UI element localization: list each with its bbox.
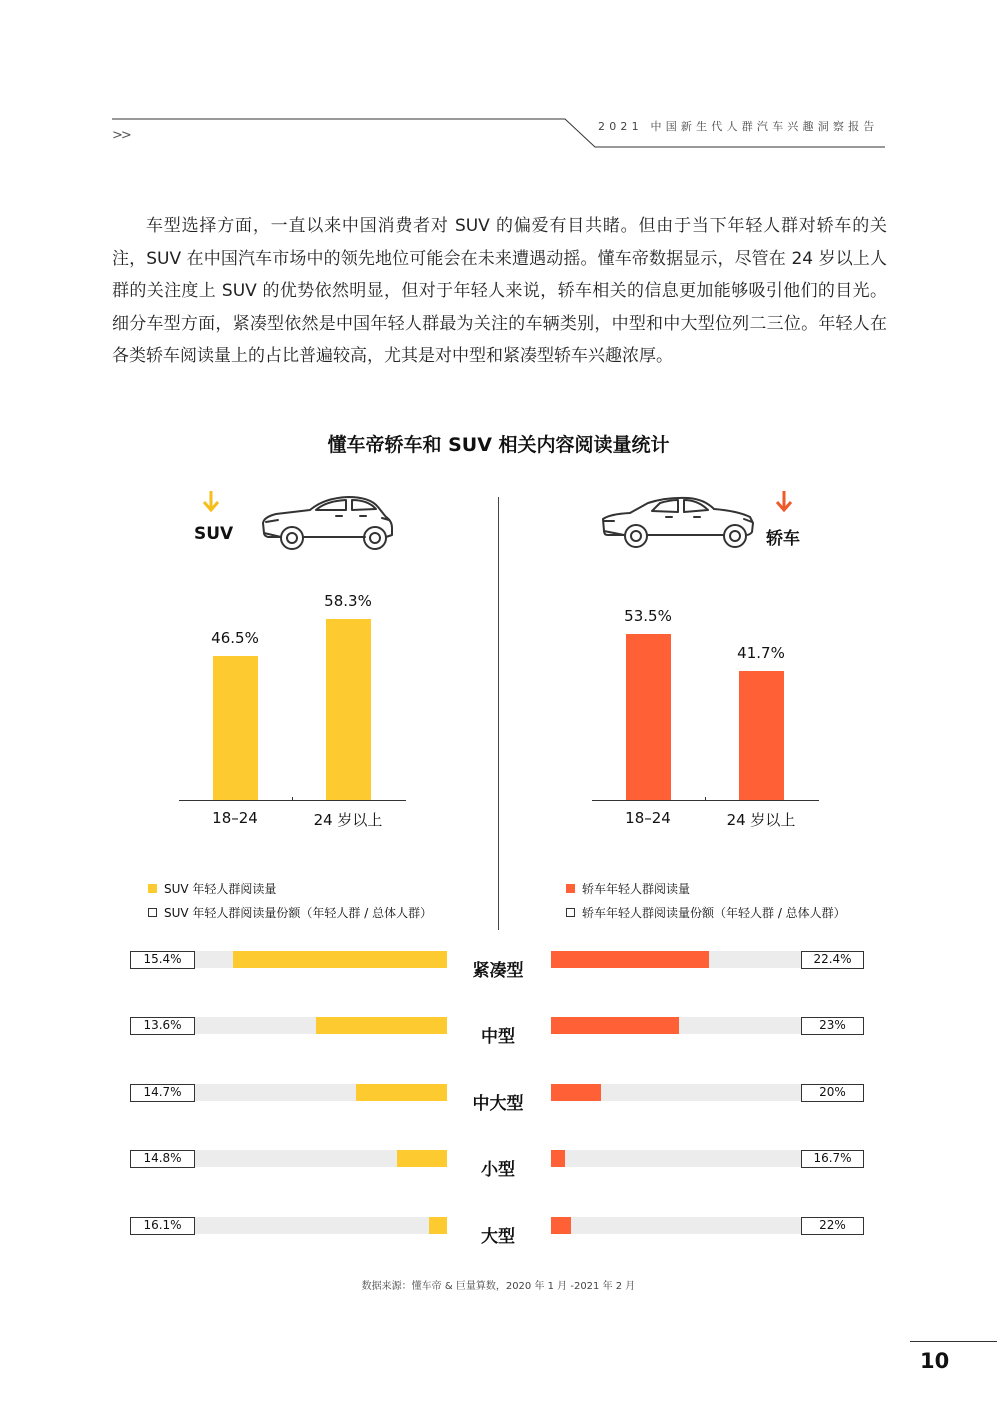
legend-suv-reads [148,880,276,897]
legend-label: SUV 年轻人群阅读量份额（年轻人群 / 总体人群） [164,906,433,920]
sedan-category-label: 18–24 [625,809,671,827]
sedan-reads-bar [551,951,709,968]
suv-reads-bar [356,1084,447,1101]
sedan-share-label: 16.7% [801,1150,864,1168]
sedan-bar-track [551,1217,801,1234]
suv-bar-track [195,1217,447,1234]
sedan-share-label: 20% [801,1084,864,1102]
suv-label: SUV [194,524,234,544]
suv-bar-track [195,1150,447,1167]
sedan-bar-track [551,951,801,968]
sedan-category-label: 24 岁以上 [726,811,796,829]
body-paragraph: 车型选择方面，一直以来中国消费者对 SUV 的偏爱有目共睹。但由于当下年轻人群对轿车的关注，SUV 在中国汽车市场中的领先地位可能会在未来遭遇动摇。懂车帝数据显示，尽管在 24 岁以上人群的关注度上 SUV 的优势依然明显，但对于年轻人来说，轿车相关的信息更加能够吸引他们的目光。细分车型方面，紧凑型依然是中国年轻人群最为关注的车辆类别，中型和中大型位列二三位。年轻人在各类轿车阅读量上的占比普遍较高，尤其是对中型和紧凑型轿车兴趣浓厚。 [112,216,887,366]
report-title: 2021 中国新生代人群汽车兴趣洞察报告 [598,120,879,133]
suv-car-icon [258,495,400,553]
sedan-share-label: 22.4% [801,951,864,969]
sedan-reads-bar [551,1017,679,1034]
suv-value-label: 58.3% [324,592,372,610]
legend-label: 轿车年轻人群阅读量 [582,882,691,896]
sedan-reads-bar [551,1150,565,1167]
page-number-rule [910,1341,997,1342]
suv-reads-bar [397,1150,447,1167]
segment-label: 紧凑型 [472,961,524,981]
sedan-reads-bar [551,1217,571,1234]
suv-bar-track [195,951,447,968]
segment-label: 中型 [481,1027,515,1047]
sedan-car-icon [600,495,760,553]
legend-sedan-reads [566,880,690,897]
sedan-value-label: 41.7% [737,644,785,662]
data-source: 数据来源：懂车帝 & 巨量算数，2020 年 1 月 -2021 年 2 月 [361,1281,636,1292]
header-rule [0,0,997,160]
legend-swatch [566,884,575,893]
sedan-share-label: 22% [801,1217,864,1235]
legend-suv-share [148,904,432,921]
suv-share-label: 15.4% [130,951,195,969]
suv-share-label: 14.8% [130,1150,195,1168]
segment-label: 小型 [481,1160,515,1180]
sedan-bar-track [551,1017,801,1034]
suv-share-label: 16.1% [130,1217,195,1235]
arrow-down-icon [201,490,221,514]
legend-swatch [148,884,157,893]
suv-bar-track [195,1084,447,1101]
suv-share-label: 13.6% [130,1017,195,1035]
chart-title: 懂车帝轿车和 SUV 相关内容阅读量统计 [327,434,670,456]
sedan-value-label: 53.5% [624,607,672,625]
sedan-bar-track [551,1150,801,1167]
legend-label: SUV 年轻人群阅读量 [164,882,277,896]
sedan-bar-18-24 [626,634,671,800]
arrow-down-icon [774,490,794,514]
chevron-icon: >> [112,128,130,143]
sedan-reads-bar [551,1084,601,1101]
suv-bar-24-plus [326,619,371,800]
suv-bar-18-24 [213,656,258,800]
legend-label: 轿车年轻人群阅读量份额（年轻人群 / 总体人群） [582,906,846,920]
center-divider [498,497,499,930]
segment-label: 中大型 [472,1094,524,1114]
suv-reads-bar [233,951,447,968]
sedan-label: 轿车 [766,529,800,549]
legend-sedan-share [566,904,846,921]
suv-bar-track [195,1017,447,1034]
sedan-axis-tick [705,797,706,801]
suv-reads-bar [316,1017,447,1034]
sedan-bar-track [551,1084,801,1101]
suv-value-label: 46.5% [211,629,259,647]
suv-category-label: 24 岁以上 [313,811,383,829]
suv-axis-tick [292,797,293,801]
suv-reads-bar [429,1217,447,1234]
legend-swatch [148,908,157,917]
suv-share-label: 14.7% [130,1084,195,1102]
page-number: 10 [920,1349,950,1373]
legend-swatch [566,908,575,917]
sedan-share-label: 23% [801,1017,864,1035]
sedan-bar-24-plus [739,671,784,800]
segment-label: 大型 [481,1227,515,1247]
suv-category-label: 18–24 [212,809,258,827]
